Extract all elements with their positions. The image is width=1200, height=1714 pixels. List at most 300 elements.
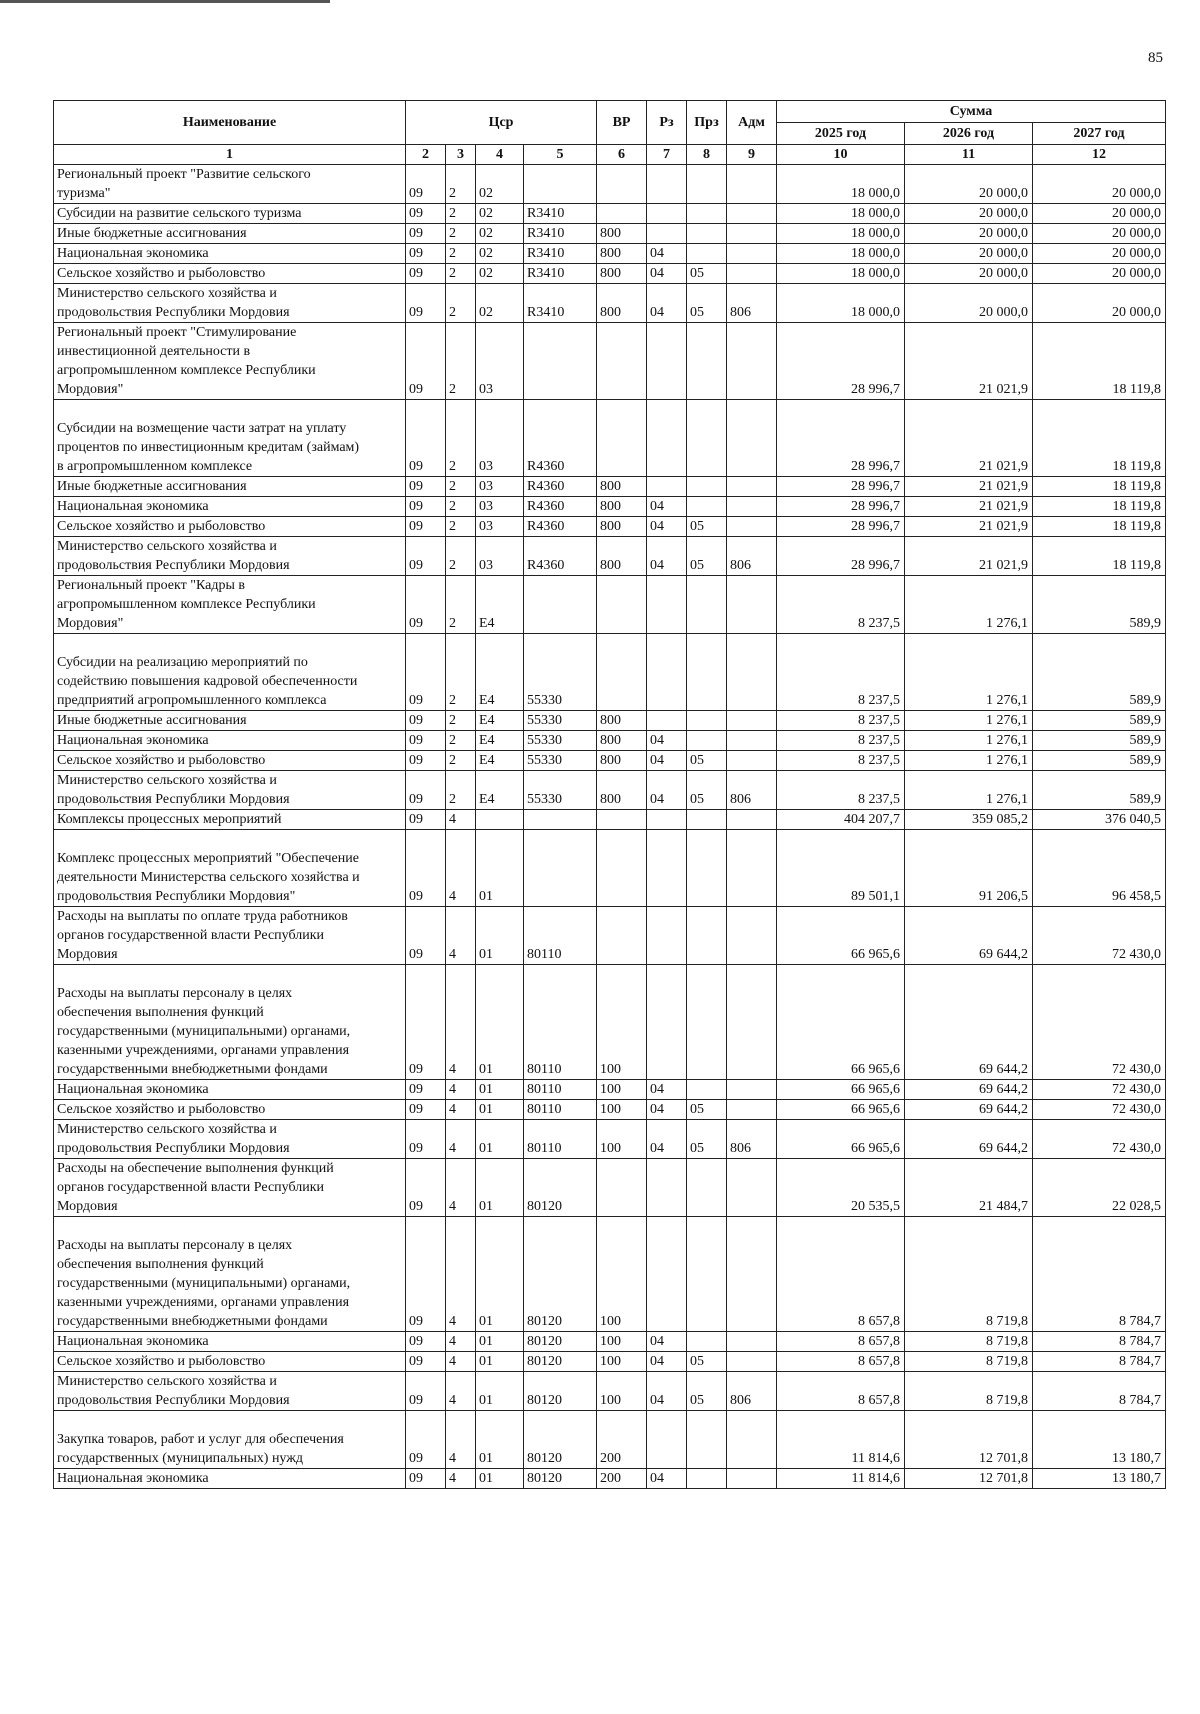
csr-type-cell: 2 <box>446 264 476 284</box>
csr-program-cell: 09 <box>406 1120 446 1159</box>
table-row <box>54 1469 1166 1489</box>
page-number: 85 <box>1148 50 1163 66</box>
amount-2025-cell: 66 965,6 <box>777 1100 905 1120</box>
rz-cell <box>647 1159 687 1217</box>
table-row <box>54 224 1166 244</box>
amount-2025-cell: 89 501,1 <box>777 830 905 907</box>
csr-type-cell: 2 <box>446 400 476 477</box>
header-sum: Сумма <box>777 101 1166 123</box>
table-row <box>54 323 1166 400</box>
amount-2026-cell: 69 644,2 <box>905 1080 1033 1100</box>
row-name-cell: Министерство сельского хозяйства и продовольствия Республики Мордовия <box>54 1120 406 1159</box>
col-number: 12 <box>1033 145 1166 165</box>
amount-2025-cell: 28 996,7 <box>777 537 905 576</box>
csr-program-cell: 09 <box>406 634 446 711</box>
csr-project-cell: 01 <box>476 965 524 1080</box>
rz-cell <box>647 1217 687 1332</box>
csr-type-cell: 2 <box>446 634 476 711</box>
header-prz: Прз <box>687 101 727 145</box>
vr-cell: 800 <box>597 517 647 537</box>
row-name-cell: Сельское хозяйство и рыболовство <box>54 264 406 284</box>
rz-cell <box>647 576 687 634</box>
amount-2025-cell: 18 000,0 <box>777 165 905 204</box>
amount-2026-cell: 69 644,2 <box>905 907 1033 965</box>
csr-direction-cell: 80110 <box>524 1100 597 1120</box>
amount-2027-cell: 96 458,5 <box>1033 830 1166 907</box>
amount-2026-cell: 8 719,8 <box>905 1352 1033 1372</box>
csr-direction-cell: 55330 <box>524 711 597 731</box>
row-name-cell: Национальная экономика <box>54 1332 406 1352</box>
csr-program-cell: 09 <box>406 224 446 244</box>
amount-2026-cell: 12 701,8 <box>905 1411 1033 1469</box>
csr-direction-cell: 80110 <box>524 907 597 965</box>
amount-2027-cell: 8 784,7 <box>1033 1332 1166 1352</box>
amount-2027-cell: 13 180,7 <box>1033 1411 1166 1469</box>
csr-project-cell: 01 <box>476 1332 524 1352</box>
amount-2025-cell: 20 535,5 <box>777 1159 905 1217</box>
table-row <box>54 477 1166 497</box>
table-row <box>54 264 1166 284</box>
vr-cell: 100 <box>597 965 647 1080</box>
csr-project-cell: 01 <box>476 1100 524 1120</box>
csr-program-cell: 09 <box>406 1159 446 1217</box>
table-row <box>54 810 1166 830</box>
amount-2027-cell: 18 119,8 <box>1033 400 1166 477</box>
vr-cell: 800 <box>597 284 647 323</box>
adm-cell <box>727 1469 777 1489</box>
csr-type-cell: 4 <box>446 830 476 907</box>
csr-direction-cell: 80120 <box>524 1352 597 1372</box>
table-row <box>54 907 1166 965</box>
adm-cell: 806 <box>727 771 777 810</box>
csr-type-cell: 4 <box>446 1332 476 1352</box>
csr-direction-cell: 55330 <box>524 731 597 751</box>
amount-2025-cell: 8 237,5 <box>777 751 905 771</box>
csr-type-cell: 2 <box>446 751 476 771</box>
csr-type-cell: 2 <box>446 224 476 244</box>
rz-cell <box>647 204 687 224</box>
amount-2026-cell: 1 276,1 <box>905 771 1033 810</box>
rz-cell: 04 <box>647 1352 687 1372</box>
adm-cell <box>727 264 777 284</box>
csr-project-cell: 01 <box>476 1159 524 1217</box>
amount-2025-cell: 8 237,5 <box>777 731 905 751</box>
rz-cell: 04 <box>647 537 687 576</box>
adm-cell <box>727 517 777 537</box>
amount-2026-cell: 1 276,1 <box>905 634 1033 711</box>
csr-project-cell: 03 <box>476 323 524 400</box>
csr-direction-cell: R3410 <box>524 264 597 284</box>
rz-cell: 04 <box>647 751 687 771</box>
amount-2026-cell: 8 719,8 <box>905 1217 1033 1332</box>
table-row <box>54 1352 1166 1372</box>
col-number: 2 <box>406 145 446 165</box>
table-row <box>54 1100 1166 1120</box>
prz-cell <box>687 224 727 244</box>
csr-project-cell: 02 <box>476 204 524 224</box>
csr-project-cell <box>476 810 524 830</box>
csr-program-cell: 09 <box>406 477 446 497</box>
csr-program-cell: 09 <box>406 731 446 751</box>
csr-program-cell: 09 <box>406 1411 446 1469</box>
adm-cell <box>727 1100 777 1120</box>
row-name-cell: Министерство сельского хозяйства и продовольствия Республики Мордовия <box>54 771 406 810</box>
row-name-cell: Расходы на выплаты персоналу в целях обеспечения выполнения функций государственными (муниципальными) органами, казенными учреждениями, органами управления государственными внебюджетными фондами <box>54 965 406 1080</box>
prz-cell <box>687 1469 727 1489</box>
csr-type-cell: 2 <box>446 517 476 537</box>
adm-cell: 806 <box>727 1120 777 1159</box>
amount-2027-cell: 589,9 <box>1033 751 1166 771</box>
adm-cell <box>727 477 777 497</box>
vr-cell: 800 <box>597 731 647 751</box>
rz-cell: 04 <box>647 731 687 751</box>
csr-direction-cell: R4360 <box>524 477 597 497</box>
table-row <box>54 634 1166 711</box>
rz-cell: 04 <box>647 284 687 323</box>
csr-project-cell: Е4 <box>476 576 524 634</box>
prz-cell <box>687 165 727 204</box>
amount-2025-cell: 404 207,7 <box>777 810 905 830</box>
row-name-cell: Сельское хозяйство и рыболовство <box>54 1352 406 1372</box>
header-year-2027: 2027 год <box>1033 123 1166 145</box>
prz-cell: 05 <box>687 1352 727 1372</box>
amount-2027-cell: 8 784,7 <box>1033 1372 1166 1411</box>
prz-cell <box>687 711 727 731</box>
amount-2026-cell: 21 021,9 <box>905 537 1033 576</box>
amount-2026-cell: 20 000,0 <box>905 204 1033 224</box>
csr-type-cell: 4 <box>446 1217 476 1332</box>
csr-program-cell: 09 <box>406 907 446 965</box>
rz-cell <box>647 907 687 965</box>
table-row <box>54 537 1166 576</box>
prz-cell <box>687 810 727 830</box>
prz-cell <box>687 634 727 711</box>
adm-cell <box>727 810 777 830</box>
prz-cell <box>687 497 727 517</box>
amount-2025-cell: 18 000,0 <box>777 284 905 323</box>
table-row <box>54 1372 1166 1411</box>
rz-cell <box>647 323 687 400</box>
table-row <box>54 731 1166 751</box>
table-row <box>54 244 1166 264</box>
table-row <box>54 1120 1166 1159</box>
table-row <box>54 751 1166 771</box>
vr-cell: 800 <box>597 264 647 284</box>
prz-cell: 05 <box>687 284 727 323</box>
csr-direction-cell: 80120 <box>524 1469 597 1489</box>
vr-cell: 800 <box>597 244 647 264</box>
row-name-cell: Региональный проект "Стимулирование инвестиционной деятельности в агропромышленном комплексе Республики Мордовия" <box>54 323 406 400</box>
rz-cell <box>647 634 687 711</box>
row-name-cell: Закупка товаров, работ и услуг для обеспечения государственных (муниципальных) нужд <box>54 1411 406 1469</box>
adm-cell <box>727 1159 777 1217</box>
csr-type-cell: 4 <box>446 1469 476 1489</box>
csr-project-cell: 03 <box>476 517 524 537</box>
prz-cell <box>687 1159 727 1217</box>
csr-project-cell: 03 <box>476 477 524 497</box>
amount-2027-cell: 376 040,5 <box>1033 810 1166 830</box>
amount-2027-cell: 8 784,7 <box>1033 1217 1166 1332</box>
csr-direction-cell: R4360 <box>524 400 597 477</box>
rz-cell <box>647 165 687 204</box>
csr-direction-cell: R4360 <box>524 497 597 517</box>
csr-type-cell: 2 <box>446 576 476 634</box>
rz-cell <box>647 477 687 497</box>
table-row <box>54 965 1166 1080</box>
rz-cell <box>647 400 687 477</box>
adm-cell <box>727 830 777 907</box>
amount-2025-cell: 28 996,7 <box>777 323 905 400</box>
csr-program-cell: 09 <box>406 1080 446 1100</box>
vr-cell <box>597 830 647 907</box>
amount-2027-cell: 589,9 <box>1033 731 1166 751</box>
rz-cell: 04 <box>647 1120 687 1159</box>
csr-direction-cell: R3410 <box>524 204 597 224</box>
header-csr: Цср <box>406 101 597 145</box>
col-number: 3 <box>446 145 476 165</box>
amount-2026-cell: 20 000,0 <box>905 165 1033 204</box>
csr-program-cell: 09 <box>406 771 446 810</box>
header-rz: Рз <box>647 101 687 145</box>
csr-direction-cell: 55330 <box>524 751 597 771</box>
vr-cell <box>597 810 647 830</box>
csr-type-cell: 2 <box>446 771 476 810</box>
csr-project-cell: 03 <box>476 497 524 517</box>
row-name-cell: Национальная экономика <box>54 731 406 751</box>
vr-cell: 800 <box>597 711 647 731</box>
csr-project-cell: 02 <box>476 165 524 204</box>
csr-program-cell: 09 <box>406 400 446 477</box>
adm-cell <box>727 711 777 731</box>
amount-2025-cell: 28 996,7 <box>777 517 905 537</box>
amount-2026-cell: 20 000,0 <box>905 224 1033 244</box>
amount-2025-cell: 18 000,0 <box>777 244 905 264</box>
csr-program-cell: 09 <box>406 965 446 1080</box>
csr-program-cell: 09 <box>406 244 446 264</box>
csr-type-cell: 4 <box>446 1352 476 1372</box>
csr-direction-cell: 80120 <box>524 1372 597 1411</box>
prz-cell: 05 <box>687 1372 727 1411</box>
row-name-cell: Субсидии на развитие сельского туризма <box>54 204 406 224</box>
prz-cell <box>687 965 727 1080</box>
amount-2026-cell: 69 644,2 <box>905 1120 1033 1159</box>
vr-cell: 100 <box>597 1120 647 1159</box>
vr-cell: 200 <box>597 1469 647 1489</box>
adm-cell: 806 <box>727 1372 777 1411</box>
vr-cell: 100 <box>597 1372 647 1411</box>
amount-2027-cell: 72 430,0 <box>1033 1120 1166 1159</box>
col-number: 5 <box>524 145 597 165</box>
table-row <box>54 771 1166 810</box>
amount-2027-cell: 589,9 <box>1033 711 1166 731</box>
csr-type-cell: 4 <box>446 965 476 1080</box>
vr-cell <box>597 204 647 224</box>
adm-cell <box>727 165 777 204</box>
csr-project-cell: 01 <box>476 1469 524 1489</box>
header-year-2025: 2025 год <box>777 123 905 145</box>
table-row <box>54 1332 1166 1352</box>
csr-direction-cell: 80120 <box>524 1411 597 1469</box>
amount-2026-cell: 1 276,1 <box>905 576 1033 634</box>
adm-cell <box>727 1217 777 1332</box>
csr-direction-cell: R4360 <box>524 517 597 537</box>
vr-cell: 800 <box>597 537 647 576</box>
vr-cell: 100 <box>597 1100 647 1120</box>
csr-type-cell: 2 <box>446 323 476 400</box>
rz-cell: 04 <box>647 517 687 537</box>
adm-cell <box>727 634 777 711</box>
row-name-cell: Сельское хозяйство и рыболовство <box>54 517 406 537</box>
csr-program-cell: 09 <box>406 517 446 537</box>
csr-project-cell: 02 <box>476 224 524 244</box>
csr-project-cell: Е4 <box>476 634 524 711</box>
col-number: 8 <box>687 145 727 165</box>
rz-cell <box>647 1411 687 1469</box>
amount-2027-cell: 20 000,0 <box>1033 284 1166 323</box>
adm-cell <box>727 1080 777 1100</box>
rz-cell <box>647 830 687 907</box>
amount-2026-cell: 20 000,0 <box>905 284 1033 323</box>
row-name-cell: Комплексы процессных мероприятий <box>54 810 406 830</box>
table-row <box>54 517 1166 537</box>
prz-cell <box>687 400 727 477</box>
row-name-cell: Расходы на обеспечение выполнения функций органов государственной власти Республики Мордовия <box>54 1159 406 1217</box>
col-number: 6 <box>597 145 647 165</box>
vr-cell: 800 <box>597 497 647 517</box>
csr-type-cell: 2 <box>446 497 476 517</box>
amount-2025-cell: 8 237,5 <box>777 771 905 810</box>
adm-cell <box>727 576 777 634</box>
amount-2025-cell: 8 657,8 <box>777 1332 905 1352</box>
adm-cell <box>727 323 777 400</box>
csr-program-cell: 09 <box>406 1332 446 1352</box>
amount-2025-cell: 8 657,8 <box>777 1352 905 1372</box>
csr-type-cell: 2 <box>446 204 476 224</box>
csr-program-cell: 09 <box>406 284 446 323</box>
rz-cell: 04 <box>647 244 687 264</box>
csr-type-cell: 2 <box>446 165 476 204</box>
csr-program-cell: 09 <box>406 1372 446 1411</box>
amount-2026-cell: 69 644,2 <box>905 965 1033 1080</box>
csr-direction-cell <box>524 830 597 907</box>
prz-cell <box>687 830 727 907</box>
prz-cell: 05 <box>687 1100 727 1120</box>
csr-direction-cell: 80110 <box>524 1120 597 1159</box>
rz-cell: 04 <box>647 771 687 810</box>
rz-cell <box>647 711 687 731</box>
table-row <box>54 165 1166 204</box>
vr-cell <box>597 165 647 204</box>
amount-2025-cell: 28 996,7 <box>777 497 905 517</box>
amount-2026-cell: 20 000,0 <box>905 244 1033 264</box>
amount-2026-cell: 1 276,1 <box>905 731 1033 751</box>
adm-cell: 806 <box>727 537 777 576</box>
vr-cell <box>597 400 647 477</box>
rz-cell: 04 <box>647 1100 687 1120</box>
vr-cell <box>597 323 647 400</box>
amount-2027-cell: 20 000,0 <box>1033 165 1166 204</box>
table-body <box>54 165 1166 1489</box>
amount-2025-cell: 8 237,5 <box>777 576 905 634</box>
csr-program-cell: 09 <box>406 810 446 830</box>
csr-type-cell: 2 <box>446 711 476 731</box>
csr-direction-cell: 55330 <box>524 634 597 711</box>
prz-cell: 05 <box>687 264 727 284</box>
adm-cell <box>727 400 777 477</box>
amount-2025-cell: 11 814,6 <box>777 1411 905 1469</box>
amount-2025-cell: 66 965,6 <box>777 965 905 1080</box>
csr-program-cell: 09 <box>406 204 446 224</box>
rz-cell <box>647 224 687 244</box>
row-name-cell: Министерство сельского хозяйства и продовольствия Республики Мордовия <box>54 284 406 323</box>
prz-cell <box>687 477 727 497</box>
vr-cell <box>597 907 647 965</box>
amount-2025-cell: 28 996,7 <box>777 400 905 477</box>
table-row <box>54 830 1166 907</box>
row-name-cell: Комплекс процессных мероприятий "Обеспечение деятельности Министерства сельского хозяйства и продовольствия Республики Мордовия" <box>54 830 406 907</box>
csr-program-cell: 09 <box>406 264 446 284</box>
row-name-cell: Национальная экономика <box>54 1469 406 1489</box>
prz-cell <box>687 1332 727 1352</box>
prz-cell: 05 <box>687 517 727 537</box>
csr-program-cell: 09 <box>406 1352 446 1372</box>
table-row <box>54 1217 1166 1332</box>
vr-cell: 100 <box>597 1217 647 1332</box>
csr-direction-cell <box>524 810 597 830</box>
prz-cell <box>687 1217 727 1332</box>
csr-type-cell: 4 <box>446 1372 476 1411</box>
adm-cell <box>727 497 777 517</box>
csr-project-cell: 02 <box>476 244 524 264</box>
row-name-cell: Национальная экономика <box>54 244 406 264</box>
table-row <box>54 1080 1166 1100</box>
amount-2027-cell: 18 119,8 <box>1033 537 1166 576</box>
col-number: 9 <box>727 145 777 165</box>
csr-direction-cell: R4360 <box>524 537 597 576</box>
csr-project-cell: 01 <box>476 907 524 965</box>
amount-2027-cell: 22 028,5 <box>1033 1159 1166 1217</box>
amount-2027-cell: 72 430,0 <box>1033 965 1166 1080</box>
amount-2026-cell: 91 206,5 <box>905 830 1033 907</box>
csr-project-cell: 01 <box>476 1352 524 1372</box>
csr-program-cell: 09 <box>406 165 446 204</box>
amount-2026-cell: 21 021,9 <box>905 477 1033 497</box>
prz-cell <box>687 907 727 965</box>
csr-direction-cell: 80120 <box>524 1217 597 1332</box>
csr-project-cell: Е4 <box>476 771 524 810</box>
adm-cell <box>727 731 777 751</box>
row-name-cell: Расходы на выплаты по оплате труда работников органов государственной власти Республики Мордовия <box>54 907 406 965</box>
amount-2026-cell: 12 701,8 <box>905 1469 1033 1489</box>
amount-2025-cell: 18 000,0 <box>777 204 905 224</box>
rz-cell <box>647 810 687 830</box>
csr-project-cell: 03 <box>476 537 524 576</box>
csr-direction-cell: R3410 <box>524 284 597 323</box>
table-row <box>54 1411 1166 1469</box>
csr-program-cell: 09 <box>406 711 446 731</box>
prz-cell <box>687 1411 727 1469</box>
amount-2025-cell: 28 996,7 <box>777 477 905 497</box>
col-number: 1 <box>54 145 406 165</box>
row-name-cell: Субсидии на реализацию мероприятий по содействию повышения кадровой обеспеченности предприятий агропромышленного комплекса <box>54 634 406 711</box>
table-row <box>54 204 1166 224</box>
adm-cell <box>727 204 777 224</box>
row-name-cell: Министерство сельского хозяйства и продовольствия Республики Мордовия <box>54 1372 406 1411</box>
csr-direction-cell: 80110 <box>524 965 597 1080</box>
csr-project-cell: 03 <box>476 400 524 477</box>
amount-2026-cell: 21 021,9 <box>905 400 1033 477</box>
prz-cell <box>687 576 727 634</box>
